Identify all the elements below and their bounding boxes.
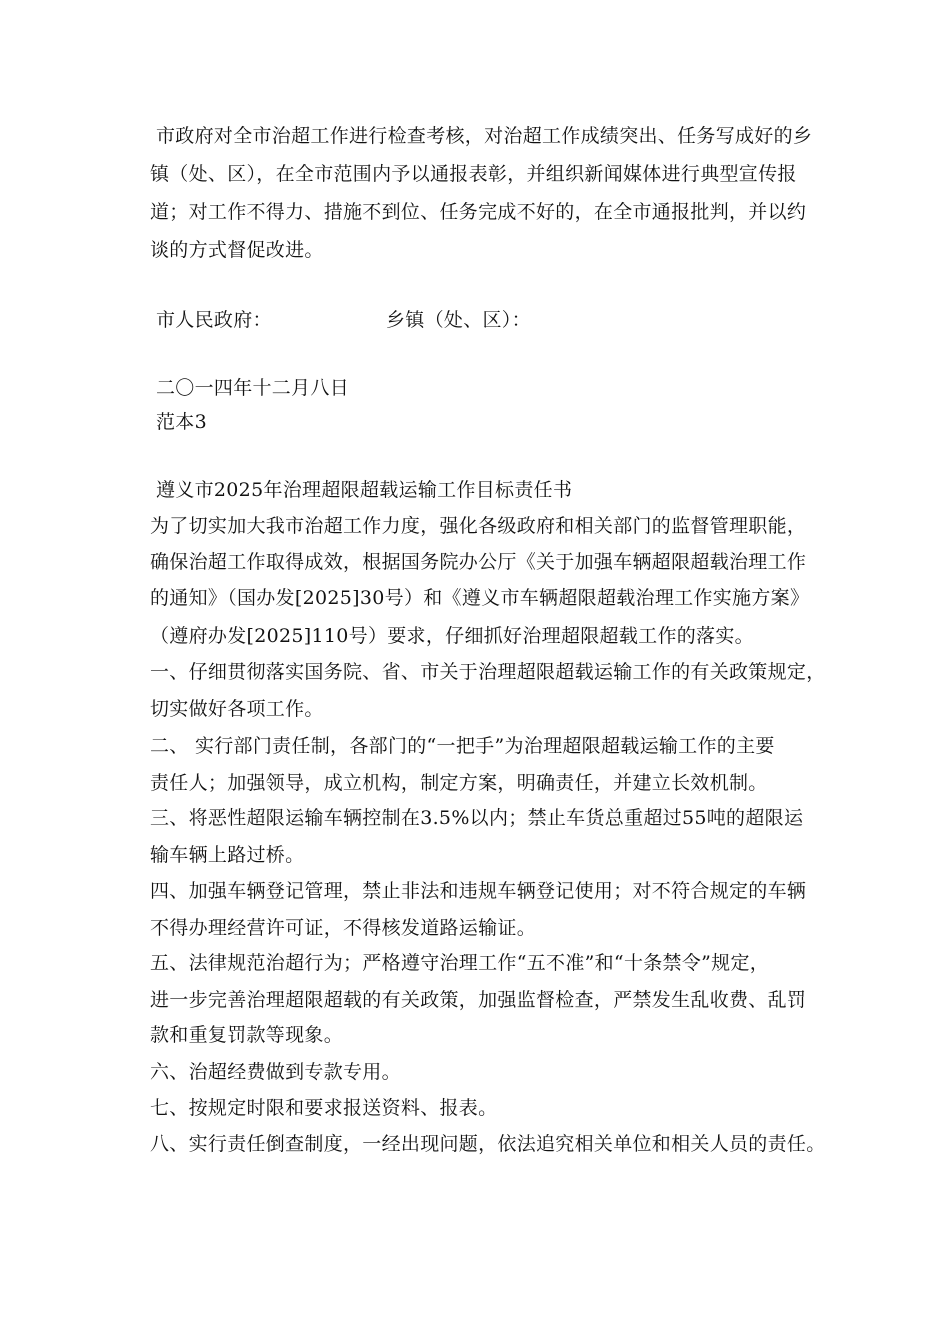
- paragraph1-line-4: 谈的方式督促改进。: [150, 239, 324, 261]
- item-3-line-2: 输车辆上路过桥。: [150, 844, 305, 866]
- signature-township: 乡镇（处、区）：: [386, 309, 531, 331]
- item-1-line-2: 切实做好各项工作。: [150, 698, 324, 720]
- intro-line-2: 确保治超工作取得成效，根据国务院办公厅《关于加强车辆超限超载治理工作: [150, 551, 807, 573]
- paragraph1-line-2: 镇（处、区），在全市范围内予以通报表彰，并组织新闻媒体进行典型宣传报: [150, 163, 797, 185]
- item-6-line-1: 六、治超经费做到专款专用。: [150, 1061, 401, 1083]
- signature-city-government: 市人民政府：: [156, 309, 272, 331]
- document-date: 二〇一四年十二月八日: [156, 377, 350, 399]
- paragraph1-line-3: 道；对工作不得力、措施不到位、任务完成不好的，在全市通报批判，并以约: [150, 201, 807, 223]
- document-title: 遵义市2025年治理超限超载运输工作目标责任书: [156, 479, 573, 501]
- intro-line-3: 的通知》（国办发[2025]30号）和《遵义市车辆超限超载治理工作实施方案》: [150, 587, 810, 609]
- item-4-line-1: 四、加强车辆登记管理，禁止非法和违规车辆登记使用；对不符合规定的车辆: [150, 880, 807, 902]
- item-2-line-2: 责任人；加强领导，成立机构，制定方案，明确责任，并建立长效机制。: [150, 772, 768, 794]
- item-8-line-1: 八、实行责任倒查制度，一经出现问题，依法追究相关单位和相关人员的责任。: [150, 1133, 826, 1155]
- item-1-line-1: 一、仔细贯彻落实国务院、省、市关于治理超限超载运输工作的有关政策规定，: [150, 661, 826, 683]
- intro-line-4: （遵府办发[2025]110号）要求，仔细抓好治理超限超载工作的落实。: [150, 625, 754, 647]
- item-4-line-2: 不得办理经营许可证，不得核发道路运输证。: [150, 917, 537, 939]
- item-7-line-1: 七、按规定时限和要求报送资料、报表。: [150, 1097, 498, 1119]
- item-2-line-1: 二、 实行部门责任制，各部门的“一把手”为治理超限超载运输工作的主要: [150, 735, 775, 757]
- item-5-line-3: 款和重复罚款等现象。: [150, 1024, 344, 1046]
- item-5-line-2: 进一步完善治理超限超载的有关政策，加强监督检查，严禁发生乱收费、乱罚: [150, 989, 807, 1011]
- item-5-line-1: 五、法律规范治超行为；严格遵守治理工作“五不准”和“十条禁令”规定，: [150, 952, 770, 974]
- item-3-line-1: 三、将恶性超限运输车辆控制在3.5%以内；禁止车货总重超过55吨的超限运: [150, 807, 804, 829]
- template-label: 范本3: [156, 411, 207, 433]
- intro-line-1: 为了切实加大我市治超工作力度，强化各级政府和相关部门的监督管理职能，: [150, 515, 807, 537]
- paragraph1-line-1: 市政府对全市治超工作进行检查考核，对治超工作成绩突出、任务写成好的乡: [156, 125, 813, 147]
